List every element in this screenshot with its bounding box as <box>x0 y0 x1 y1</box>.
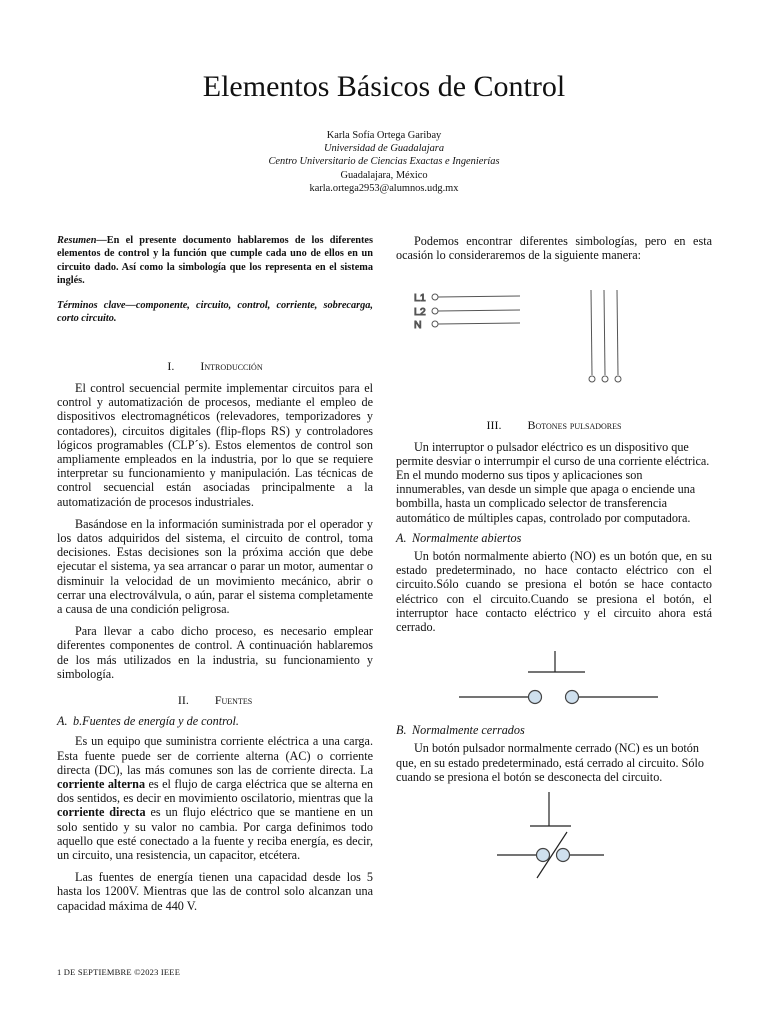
paragraph: Basándose en la información suministrada por el operador y los datos adquiridos del sistema, el circuito de control, toma decisiones. Estas decisiones son la próxima acción que debe ejecutar el sistema, ya sea arrancar o parar un motor, aumentar o disminuir la velocidad de un movimiento mecánico, abrir o cerrar una electroválvula, o aún, parar el sistema completamente a causa de una condición peligrosa. <box>57 516 373 617</box>
paragraph: El control secuencial permite implementar circuitos para el control y automatización de procesos, mediante el empleo de dispositivos electromagnéticos (relevadores, temporizadores y contadores), circuitos digitales (flip-flops RS) y controladores lógicos programables (CLP´s). Estos elementos de control son ampliamente empleados en la industria, por lo que se requiere interpretar su funcionamiento y manipulación. Las técnicas de control secuencial están asociadas principalmente a la automatización de procesos industriales. <box>57 380 373 509</box>
vertical-line-3 <box>617 290 618 375</box>
section-title: Introducción <box>200 358 263 373</box>
line-label-l1: L1 <box>414 292 426 304</box>
section-number: II. <box>177 693 189 708</box>
subsection-title: b.Fuentes de energía y de control. <box>73 714 239 729</box>
no-pushbutton-symbol <box>459 651 658 704</box>
section-title: Botones pulsadores <box>527 418 622 433</box>
abstract-text: En el presente documento hablaremos de los diferentes elementos de control y la función que cumple cada uno de ellos en un circuito dado. Así como la simbología que los representa en el sistema inglés. <box>57 235 373 286</box>
paragraph: Un botón normalmente abierto (NO) es un botón que, en su estado predeterminado, no hace contacto eléctrico con el circuito.Sólo cuando se presiona el botón se hace contacto eléctrico con el circuito.Cuando se presiona el botón, el interruptor hace contacto eléctrico y el circuito ahora está cerrado. <box>396 549 712 635</box>
author-affiliation: Universidad de Guadalajara <box>323 143 445 155</box>
paragraph: Un botón pulsador normalmente cerrado (NC) es un botón que, en su estado predeterminado, está cerrado al circuito. Sólo cuando se presiona el botón se desconecta del circuito. <box>396 741 704 784</box>
subsection-label: A. <box>57 714 68 729</box>
paragraph: Para llevar a cabo dicho proceso, es necesario emplear diferentes componentes de control. A continuación hablaremos de los más utilizados en la industria, su funcionamiento y simbología. <box>57 624 373 681</box>
keywords-label: Términos clave— <box>57 300 136 312</box>
paragraph: Podemos encontrar diferentes simbologías, pero en esta ocasión lo consideraremos de la siguiente manera: <box>396 234 712 263</box>
author-email: karla.ortega2953@alumnos.udg.mx <box>309 182 459 194</box>
line-l2 <box>438 310 520 311</box>
section-number: I. <box>167 358 175 373</box>
terminal-v1 <box>589 376 595 382</box>
line-label-l2: L2 <box>414 306 426 318</box>
page-footer: 1 DE SEPTIEMBRE ©2023 IEEE <box>57 967 181 977</box>
subsection-label: B. <box>396 723 407 738</box>
term-dc: corriente directa <box>57 805 146 820</box>
line-l1 <box>438 296 520 297</box>
terminal-l1 <box>432 294 438 300</box>
term-ac: corriente alterna <box>57 777 146 792</box>
terminal-n <box>432 321 438 327</box>
subsection-title: Normalmente cerrados <box>412 723 525 738</box>
section-number: III. <box>486 418 502 433</box>
author-location: Guadalajara, México <box>340 169 428 181</box>
nc-pushbutton-symbol <box>497 792 604 878</box>
terminal-l2 <box>432 308 438 314</box>
paper-title: Elementos Básicos de Control <box>202 70 566 103</box>
line-label-n: N <box>414 319 422 331</box>
section-title: Fuentes <box>214 693 253 708</box>
vertical-line-2 <box>604 290 605 375</box>
author-department: Centro Universitario de Ciencias Exactas e Ingenierías <box>268 156 500 168</box>
keywords-text: componente, circuito, control, corriente, sobrecarga, corto circuito. <box>57 300 373 325</box>
paragraph: Un interruptor o pulsador eléctrico es un dispositivo que permite desviar o interrumpir el curso de una corriente eléctrica. En el mundo moderno sus tipos y aplicaciones son innumerables, van desde un simple que apaga o enciende una bombilla, hasta un complicado selector de transferencia automático de múltiples capas, controlado por computadora. <box>396 439 710 525</box>
paragraph: Es un equipo que suministra corriente eléctrica a una carga. Esta fuente puede ser de corriente alterna (AC) o corriente directa (DC), las más comunes son las de corriente directa. La corriente alterna es el flujo de carga eléctrica que se alterna en dos sentidos, es decir en movimiento oscilatorio, mientras que la corriente directa es un flujo eléctrico que se mantiene en un solo sentido y su valor no cambia. Por carga definimos todo aquello que esté conectado a la fuente y reciba energía, es decir, un circuito, una resistencia, un capacitor, etcétera. <box>57 734 373 863</box>
subsection-label: A. <box>396 530 407 545</box>
author-name: Karla Sofía Ortega Garibay <box>326 130 442 141</box>
vertical-line-1 <box>591 290 592 375</box>
subsection-title: Normalmente abiertos <box>412 530 522 545</box>
abstract-label: Resumen— <box>57 235 107 246</box>
paragraph: Las fuentes de energía tienen una capacidad desde los 5 hasta los 1200V. Mientras que las de control solo alcanzan una capacidad máxima de 440 V. <box>57 870 373 913</box>
terminal-v3 <box>615 376 621 382</box>
terminal-v2 <box>602 376 608 382</box>
line-n <box>438 323 520 324</box>
